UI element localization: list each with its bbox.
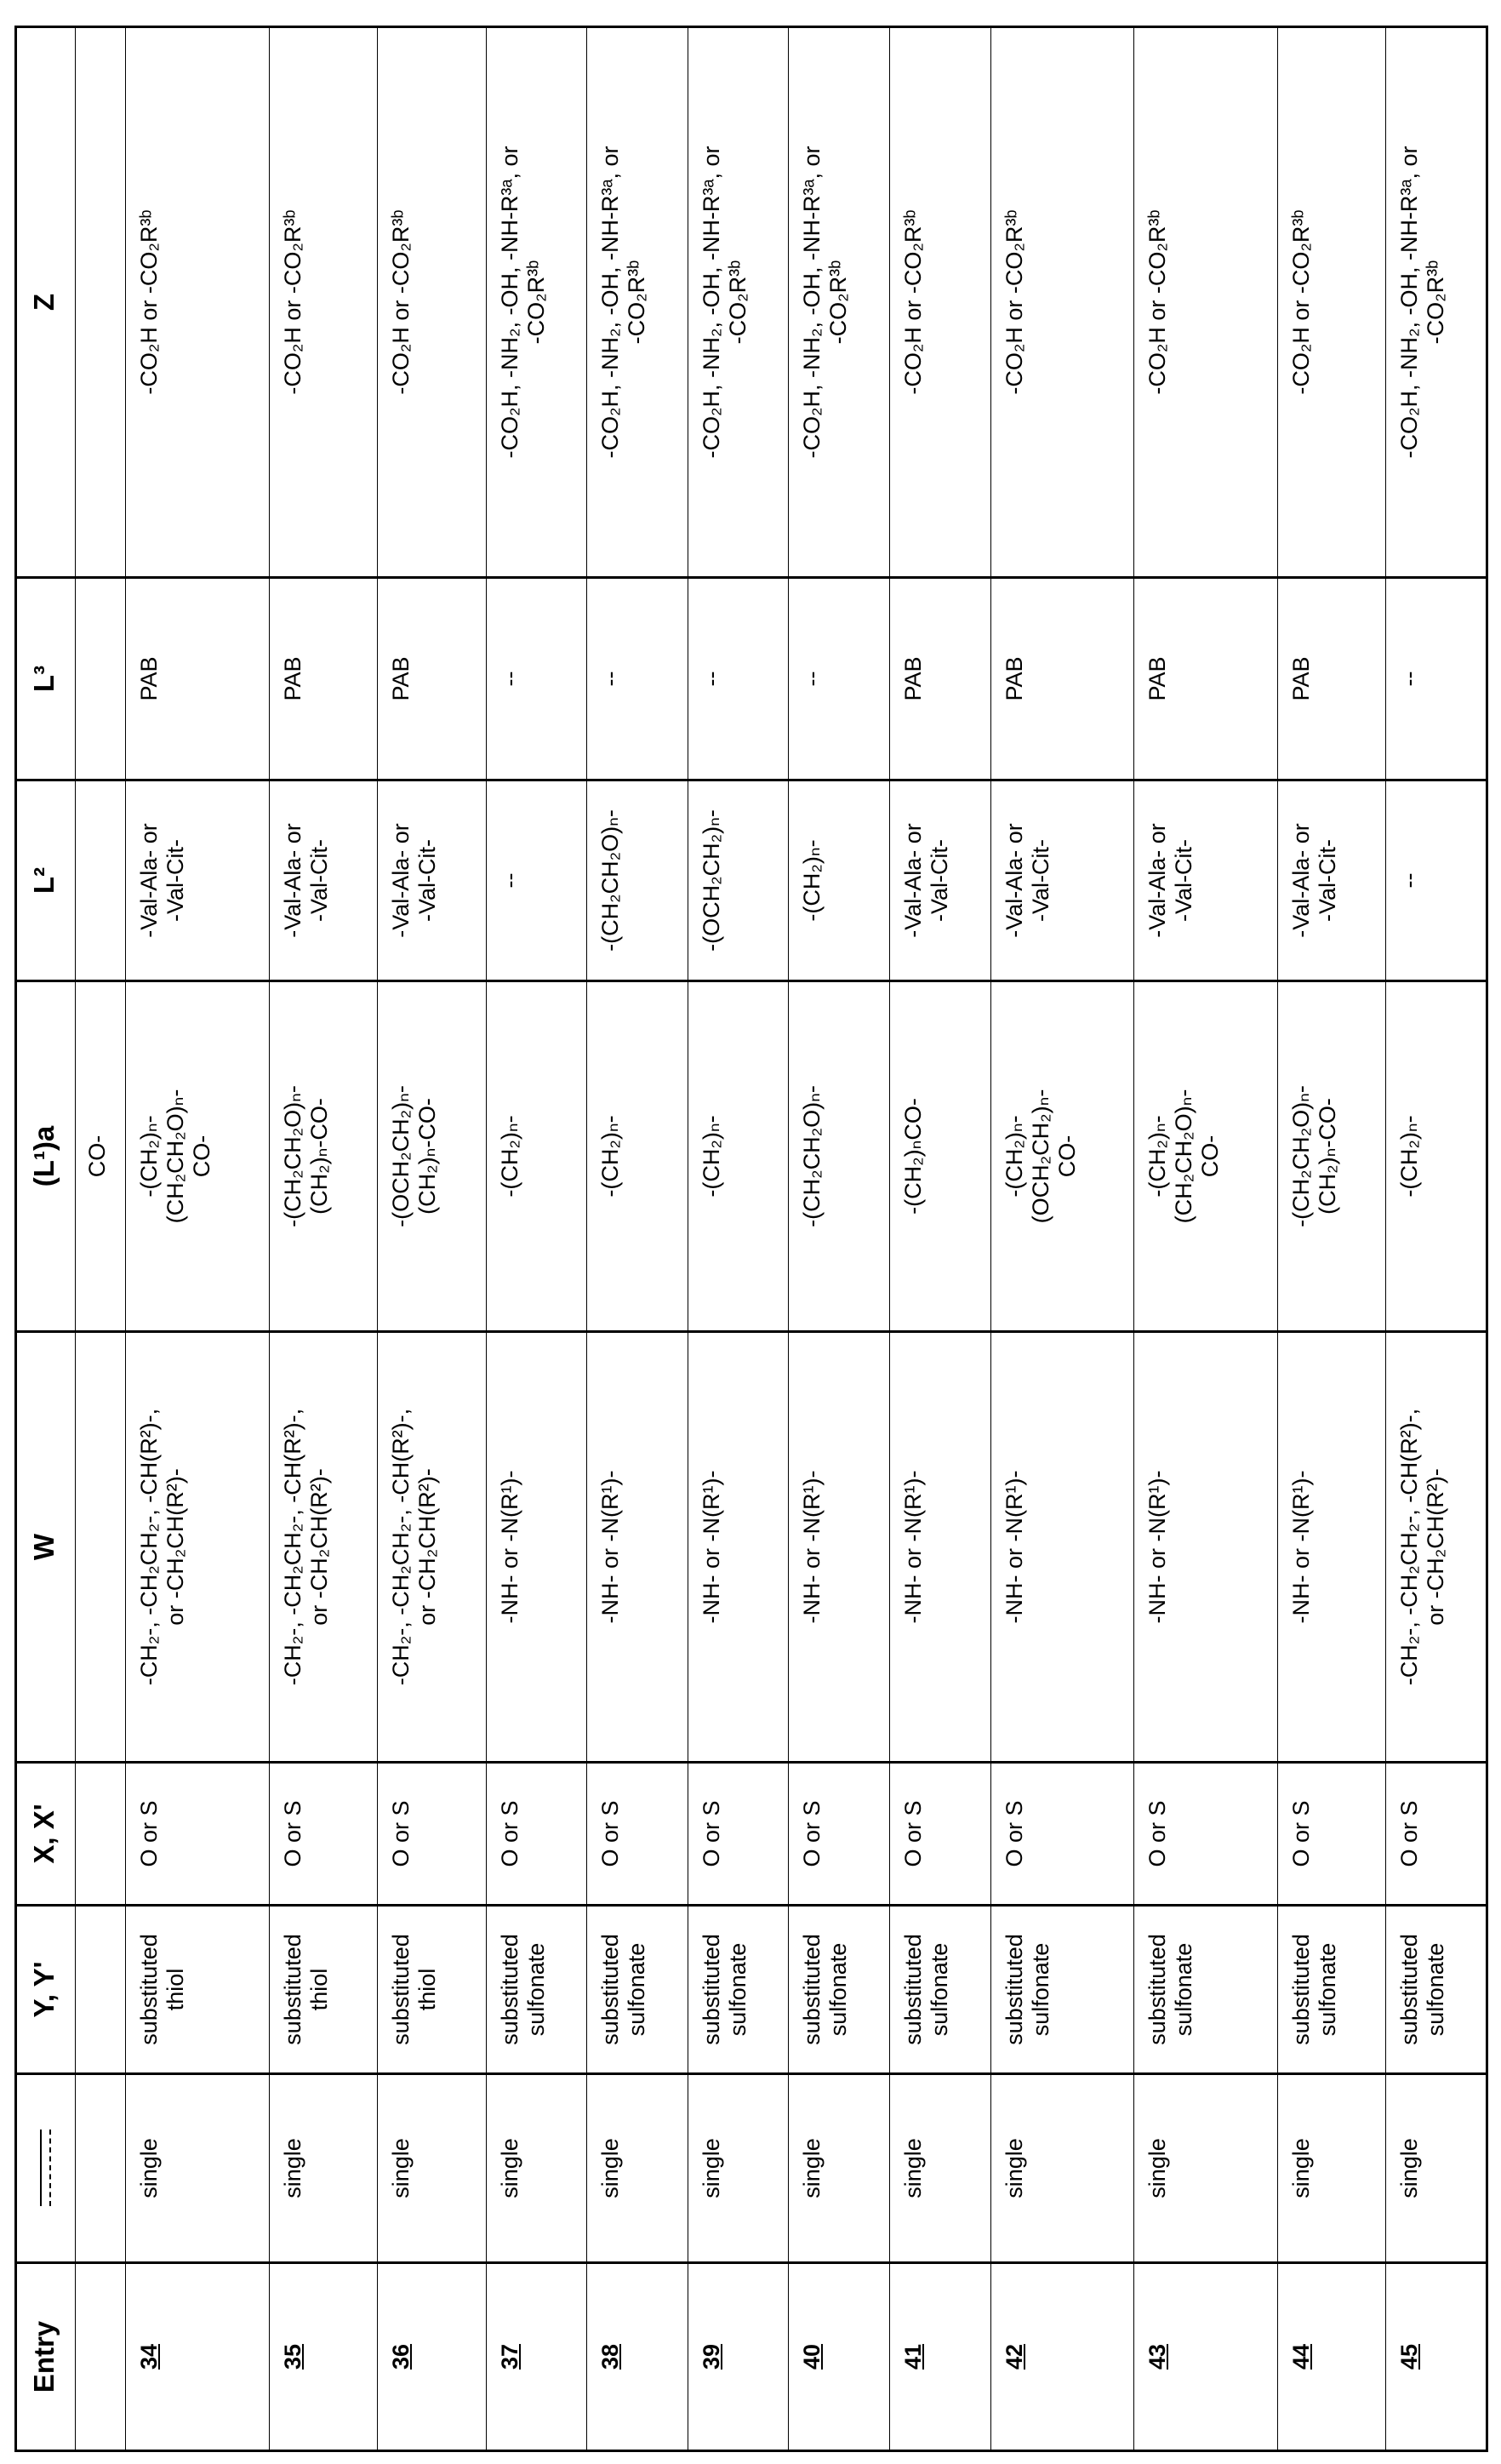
- cell-l1a: -(CH₂)ₙ-: [587, 981, 688, 1332]
- entry-number: 43: [1144, 2344, 1170, 2370]
- table-row: [1278, 27, 1386, 2451]
- cell-z: -CO₂H or -CO₂R³ᵇ: [991, 27, 1134, 578]
- cell-entry: [789, 2263, 890, 2451]
- entry-number: 36: [388, 2344, 414, 2370]
- cell-entry: [1278, 2263, 1386, 2451]
- cell-l2: -Val-Ala- or -Val-Cit-: [270, 780, 378, 981]
- cell-l1a: -(CH₂)ₙ- (OCH₂CH₂)ₙ- CO-: [991, 981, 1134, 1332]
- cell-y: substituted sulfonate: [890, 1906, 991, 2074]
- header-l1a: (L¹)a: [16, 981, 76, 1332]
- cell-w: -NH- or -N(R¹)-: [789, 1332, 890, 1763]
- cell-l2: -Val-Ala- or -Val-Cit-: [126, 780, 270, 981]
- cell-l3: --: [587, 578, 688, 780]
- entry-number: 35: [280, 2344, 305, 2370]
- cell-w: -NH- or -N(R¹)-: [587, 1332, 688, 1763]
- table-row: [890, 27, 991, 2451]
- cell-l1a: -(CH₂)ₙ- (CH₂CH₂O)ₙ- CO-: [1134, 981, 1278, 1332]
- entry-number: 34: [136, 2344, 162, 2370]
- cell-l3: --: [789, 578, 890, 780]
- cell-z: -CO₂H or -CO₂R³ᵇ: [1278, 27, 1386, 578]
- cell-entry: [1386, 2263, 1487, 2451]
- cell-y: substituted sulfonate: [487, 1906, 587, 2074]
- cell-entry: [487, 2263, 587, 2451]
- cell-l2: -Val-Ala- or -Val-Cit-: [890, 780, 991, 981]
- cell-y: substituted sulfonate: [1386, 1906, 1487, 2074]
- cell-x: O or S: [1134, 1763, 1278, 1906]
- cell-entry: [378, 2263, 487, 2451]
- cell-w: -NH- or -N(R¹)-: [1134, 1332, 1278, 1763]
- cell-l2: -(CH₂)ₙ-: [789, 780, 890, 981]
- cell-z: -CO₂H or -CO₂R³ᵇ: [270, 27, 378, 578]
- cell-bond: single: [487, 2074, 587, 2263]
- cell-l1a: -(CH₂CH₂O)ₙ- (CH₂)ₙ-CO-: [270, 981, 378, 1332]
- entry-number: 42: [1002, 2344, 1027, 2370]
- entry-number: 39: [699, 2344, 724, 2370]
- cell-entry: [126, 2263, 270, 2451]
- table-row: [378, 27, 487, 2451]
- entry-number: 41: [900, 2344, 926, 2370]
- cell-z: -CO₂H, -NH₂, -OH, -NH-R³ᵃ, or -CO₂R³ᵇ: [1386, 27, 1487, 578]
- cell-l3: PAB: [1278, 578, 1386, 780]
- cell-bond: single: [991, 2074, 1134, 2263]
- cell-l2: -Val-Ala- or -Val-Cit-: [1134, 780, 1278, 981]
- cell-l3: PAB: [270, 578, 378, 780]
- blank-cell: [76, 578, 126, 780]
- cell-l3: PAB: [378, 578, 487, 780]
- cell-l2: -Val-Ala- or -Val-Cit-: [991, 780, 1134, 981]
- cell-z: -CO₂H, -NH₂, -OH, -NH-R³ᵃ, or -CO₂R³ᵇ: [789, 27, 890, 578]
- cell-bond: single: [1386, 2074, 1487, 2263]
- cell-entry: [991, 2263, 1134, 2451]
- cell-bond: single: [378, 2074, 487, 2263]
- cell-entry: [270, 2263, 378, 2451]
- cell-l3: PAB: [1134, 578, 1278, 780]
- blank-cell: [76, 2074, 126, 2263]
- cell-l3: PAB: [126, 578, 270, 780]
- table-row: [688, 27, 789, 2451]
- cell-y: substituted sulfonate: [688, 1906, 789, 2074]
- blank-cell: [76, 780, 126, 981]
- cell-bond: single: [1278, 2074, 1386, 2263]
- cell-z: -CO₂H, -NH₂, -OH, -NH-R³ᵃ, or -CO₂R³ᵇ: [587, 27, 688, 578]
- header-l3: L³: [16, 578, 76, 780]
- cell-y: substituted sulfonate: [789, 1906, 890, 2074]
- cell-l3: PAB: [890, 578, 991, 780]
- cell-x: O or S: [1278, 1763, 1386, 1906]
- cell-bond: single: [789, 2074, 890, 2263]
- cell-y: substituted sulfonate: [1278, 1906, 1386, 2074]
- cell-l2: -(CH₂CH₂O)ₙ-: [587, 780, 688, 981]
- single-dashed-bond-icon: [40, 2130, 54, 2207]
- cell-x: O or S: [890, 1763, 991, 1906]
- cell-l2: -(OCH₂CH₂)ₙ-: [688, 780, 789, 981]
- cell-bond: single: [890, 2074, 991, 2263]
- cell-l1a: -(CH₂CH₂O)ₙ-: [789, 981, 890, 1332]
- cell-y: substituted thiol: [270, 1906, 378, 2074]
- entry-number: 45: [1396, 2344, 1422, 2370]
- header-l2: L²: [16, 780, 76, 981]
- cell-z: -CO₂H or -CO₂R³ᵇ: [1134, 27, 1278, 578]
- cell-l2: --: [487, 780, 587, 981]
- entries-table: [14, 26, 1488, 2452]
- table-row: [1386, 27, 1487, 2451]
- cell-x: O or S: [688, 1763, 789, 1906]
- cell-x: O or S: [991, 1763, 1134, 1906]
- continuation-l1a: CO-: [76, 981, 126, 1332]
- cell-w: -CH₂-, -CH₂CH₂-, -CH(R²)-, or -CH₂CH(R²)-: [126, 1332, 270, 1763]
- header-w: W: [16, 1332, 76, 1763]
- cell-l3: PAB: [991, 578, 1134, 780]
- cell-entry: [587, 2263, 688, 2451]
- cell-x: O or S: [587, 1763, 688, 1906]
- cell-l1a: -(CH₂)ₙCO-: [890, 981, 991, 1332]
- cell-bond: single: [126, 2074, 270, 2263]
- cell-bond: single: [688, 2074, 789, 2263]
- cell-l1a: -(OCH₂CH₂)ₙ- (CH₂)ₙ-CO-: [378, 981, 487, 1332]
- header-x: X, X': [16, 1763, 76, 1906]
- header-z: Z: [16, 27, 76, 578]
- cell-x: O or S: [789, 1763, 890, 1906]
- cell-l3: --: [688, 578, 789, 780]
- entry-number: 37: [497, 2344, 522, 2370]
- cell-w: -NH- or -N(R¹)-: [890, 1332, 991, 1763]
- cell-l3: --: [1386, 578, 1487, 780]
- cell-x: O or S: [1386, 1763, 1487, 1906]
- cell-z: -CO₂H or -CO₂R³ᵇ: [890, 27, 991, 578]
- header-y: Y, Y': [16, 1906, 76, 2074]
- cell-bond: single: [1134, 2074, 1278, 2263]
- cell-w: -NH- or -N(R¹)-: [688, 1332, 789, 1763]
- table-row: [126, 27, 270, 2451]
- table-row: [1134, 27, 1278, 2451]
- cell-l2: -Val-Ala- or -Val-Cit-: [378, 780, 487, 981]
- cell-w: -CH₂-, -CH₂CH₂-, -CH(R²)-, or -CH₂CH(R²)-: [1386, 1332, 1487, 1763]
- cell-y: substituted sulfonate: [991, 1906, 1134, 2074]
- cell-l3: --: [487, 578, 587, 780]
- cell-x: O or S: [126, 1763, 270, 1906]
- cell-x: O or S: [270, 1763, 378, 1906]
- cell-l1a: -(CH₂CH₂O)ₙ- (CH₂)ₙ-CO-: [1278, 981, 1386, 1332]
- blank-cell: [76, 2263, 126, 2451]
- cell-entry: [688, 2263, 789, 2451]
- entry-number: 44: [1288, 2344, 1314, 2370]
- cell-entry: [890, 2263, 991, 2451]
- header-row: [16, 27, 76, 2451]
- header-bond: [16, 2074, 76, 2263]
- cell-y: substituted thiol: [126, 1906, 270, 2074]
- cell-l2: --: [1386, 780, 1487, 981]
- cell-w: -CH₂-, -CH₂CH₂-, -CH(R²)-, or -CH₂CH(R²)-: [378, 1332, 487, 1763]
- continuation-row: [76, 27, 126, 2451]
- cell-w: -NH- or -N(R¹)-: [991, 1332, 1134, 1763]
- cell-y: substituted sulfonate: [587, 1906, 688, 2074]
- cell-w: -NH- or -N(R¹)-: [487, 1332, 587, 1763]
- table-body: [126, 27, 1487, 2451]
- cell-l1a: -(CH₂)ₙ-: [487, 981, 587, 1332]
- cell-l1a: -(CH₂)ₙ-: [688, 981, 789, 1332]
- entry-number: 40: [799, 2344, 825, 2370]
- table-row: [789, 27, 890, 2451]
- cell-x: O or S: [487, 1763, 587, 1906]
- cell-z: -CO₂H, -NH₂, -OH, -NH-R³ᵃ, or -CO₂R³ᵇ: [487, 27, 587, 578]
- cell-y: substituted sulfonate: [1134, 1906, 1278, 2074]
- cell-l1a: -(CH₂)ₙ- (CH₂CH₂O)ₙ- CO-: [126, 981, 270, 1332]
- cell-entry: [1134, 2263, 1278, 2451]
- blank-cell: [76, 1906, 126, 2074]
- rotated-table-page: [14, 28, 1486, 2452]
- cell-z: -CO₂H, -NH₂, -OH, -NH-R³ᵃ, or -CO₂R³ᵇ: [688, 27, 789, 578]
- cell-z: -CO₂H or -CO₂R³ᵇ: [126, 27, 270, 578]
- cell-z: -CO₂H or -CO₂R³ᵇ: [378, 27, 487, 578]
- cell-x: O or S: [378, 1763, 487, 1906]
- cell-bond: single: [270, 2074, 378, 2263]
- cell-l1a: -(CH₂)ₙ-: [1386, 981, 1487, 1332]
- cell-bond: single: [587, 2074, 688, 2263]
- table-row: [487, 27, 587, 2451]
- blank-cell: [76, 1763, 126, 1906]
- entry-number: 38: [597, 2344, 623, 2370]
- cell-l2: -Val-Ala- or -Val-Cit-: [1278, 780, 1386, 981]
- cell-w: -CH₂-, -CH₂CH₂-, -CH(R²)-, or -CH₂CH(R²)-: [270, 1332, 378, 1763]
- cell-y: substituted thiol: [378, 1906, 487, 2074]
- table-row: [270, 27, 378, 2451]
- header-entry: Entry: [16, 2263, 76, 2451]
- table-row: [991, 27, 1134, 2451]
- table-row: [587, 27, 688, 2451]
- cell-w: -NH- or -N(R¹)-: [1278, 1332, 1386, 1763]
- blank-cell: [76, 27, 126, 578]
- blank-cell: [76, 1332, 126, 1763]
